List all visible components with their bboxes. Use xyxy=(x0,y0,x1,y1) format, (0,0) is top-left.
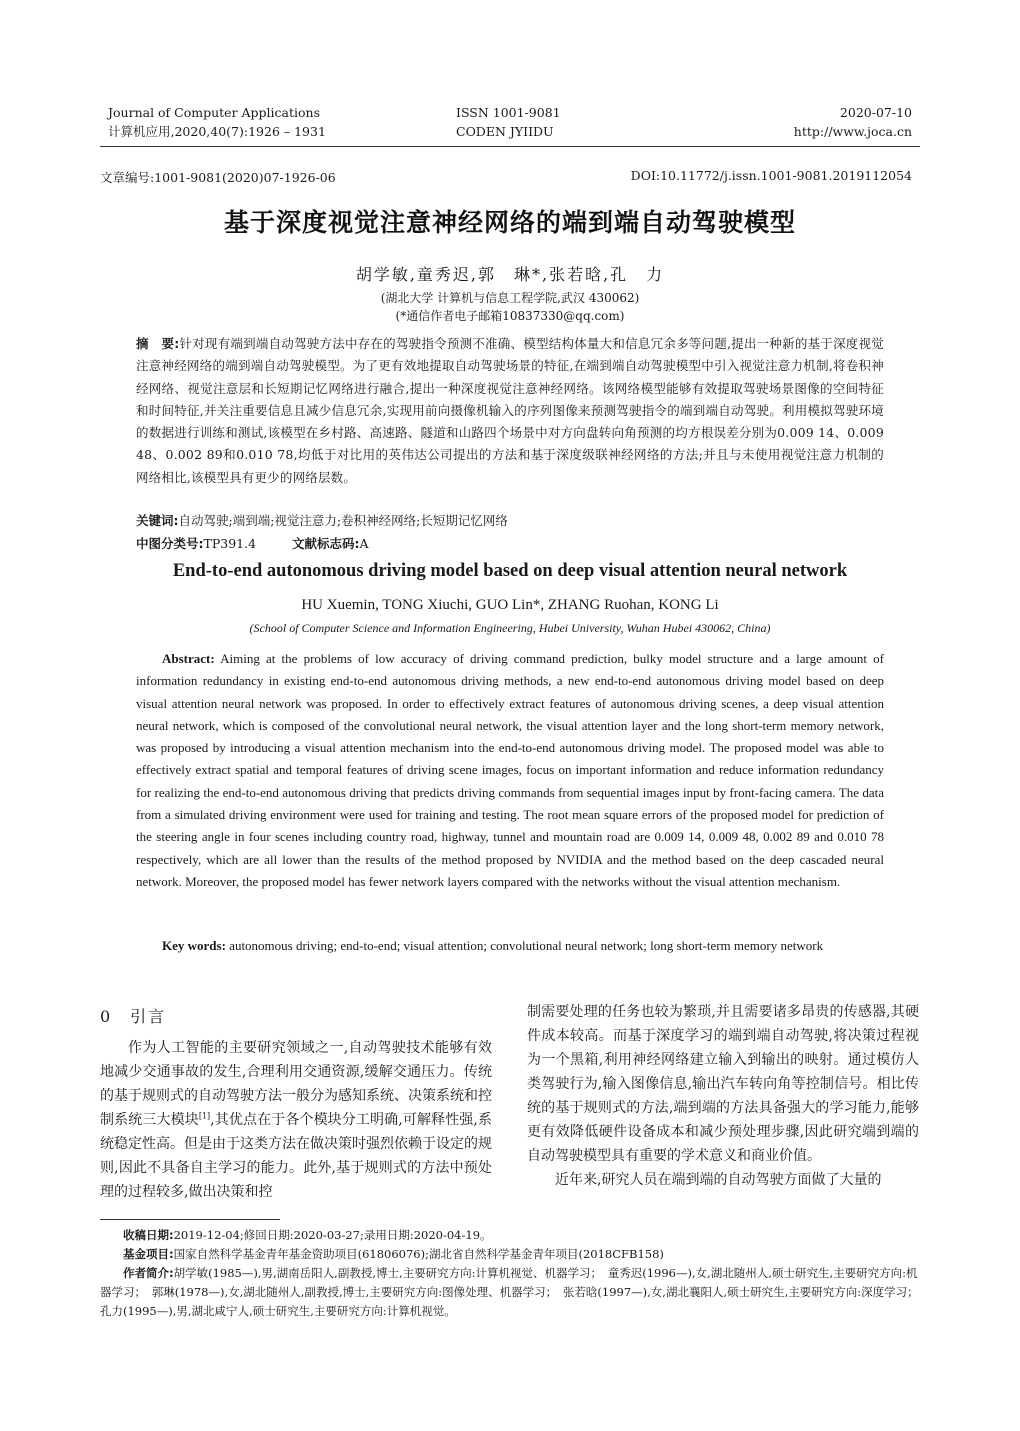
issn-info xyxy=(456,103,561,141)
article-number: 文章编号:1001-9081(2020)07-1926-06 xyxy=(100,170,336,185)
section-heading-intro: 0 引言 xyxy=(100,1007,167,1026)
doc-code-value: A xyxy=(359,536,369,551)
authors-cn: 胡学敏,童秀迟,郭 琳*,张若晗,孔 力 xyxy=(355,265,665,284)
intro-text-a: 作为人工智能的主要研究领域之一,自动驾驶技术能够有效地减少交通事故的发生,合理利用交通资源,缓解交通压力。传统的基于规则式的自动驾驶方法一般分为感知系统、决策系统和控制系统三大模块 xyxy=(100,1040,492,1128)
abstract-cn-label: 摘 要: xyxy=(136,336,180,351)
abstract-en-text: Aiming at the problems of low accuracy of driving command prediction, bulky model structure and a large amount of information redundancy in existing end-to-end autonomous driving methods, a new end-to-end autonomous driving model based on deep visual attention neural network was proposed. In order to effectively extract features of autonomous driving scenes, a deep visual attention neural network, which is composed of the convolutional neural network, the visual attention layer and the long short-term memory network, was proposed by introducing a visual attention mechanism into the end-to-end autonomous driving model. The proposed model was able to effectively extract spatial and temporal features of driving scene images, focus on important information and reduce information redundancy for realizing the end-to-end autonomous driving that predicts driving commands from sequential images input by front-facing camera. The data from a simulated driving environment were used for training and testing. The root mean square errors of the proposed model for prediction of the steering angle in four scenes including country road, highway, tunnel and mountain road are 0.009 14, 0.009 48, 0.002 89 and 0.010 78 respectively, which are all lower than the results of the method proposed by NVIDIA and the method based on the deep cascaded neural network. Moreover, the proposed model has fewer network layers compared with the networks without the visual attention mechanism. xyxy=(136,651,884,889)
journal-name-en: Journal of Computer Applications xyxy=(108,105,321,120)
affiliation-cn: (湖北大学 计算机与信息工程学院,武汉 430062) xyxy=(380,291,640,305)
citation-ref[interactable]: [1] xyxy=(198,1111,211,1121)
footnote-funding xyxy=(100,1245,920,1264)
clc-label: 中图分类号: xyxy=(136,536,204,551)
intro-paragraph-1 xyxy=(100,1036,492,1204)
bio-label: 作者简介: xyxy=(123,1266,174,1280)
keywords-cn-label: 关键词: xyxy=(136,513,179,528)
running-header xyxy=(108,103,912,143)
doi[interactable]: DOI:10.11772/j.issn.1001-9081.2019112054 xyxy=(630,168,912,183)
clc-value: TP391.4 xyxy=(203,536,257,551)
funding-text: 国家自然科学基金青年基金资助项目(61806076);湖北省自然科学基金青年项目(2018CFB158) xyxy=(173,1247,664,1261)
corresponding-email-cn: (*通信作者电子邮箱10837330@qq.com) xyxy=(395,309,625,323)
authors-en: HU Xuemin, TONG Xiuchi, GUO Lin*, ZHANG Ruohan, KONG Li xyxy=(301,597,719,613)
keywords-en-text: autonomous driving; end-to-end; visual attention; convolutional neural network; long short-term memory network xyxy=(229,938,824,953)
issn: ISSN 1001-9081 xyxy=(456,105,561,120)
footnotes xyxy=(100,1226,925,1321)
doc-code-label: 文献标志码: xyxy=(292,536,360,551)
dates-text: 2019-12-04;修回日期:2020-03-27;录用日期:2020-04-19。 xyxy=(173,1228,492,1242)
publish-date: 2020-07-10 xyxy=(839,105,912,120)
footnote-dates xyxy=(100,1226,920,1245)
abstract-en xyxy=(136,648,884,893)
keywords-en xyxy=(136,935,884,957)
journal-citation-cn: 计算机应用,2020,40(7):1926 – 1931 xyxy=(108,124,326,139)
intro-text-b: ,其优点在于各个模块分工明确,可解释性强,系统稳定性高。但是由于这类方法在做决策时强烈依赖于设定的规则,因此不具备自主学习的能力。此外,基于规则式的方法中预处理的过程较多,做出决策和控 xyxy=(100,1112,492,1200)
keywords-en-label: Key words: xyxy=(162,938,226,953)
footnote-divider xyxy=(100,1219,280,1220)
body-column-right xyxy=(527,1000,919,1192)
intro-paragraph-1-cont: 制需要处理的任务也较为繁琐,并且需要诸多昂贵的传感器,其硬件成本较高。而基于深度学习的端到端自动驾驶,将决策过程视为一个黑箱,利用神经网络建立输入到输出的映射。通过模仿人类驾驶行为,输入图像信息,输出汽车转向角等控制信号。相比传统的基于规则式的方法,端到端的方法具备强大的学习能力,能够更有效降低硬件设备成本和减少预处理步骤,因此研究端到端的自动驾驶模型具有重要的学术意义和商业价值。 xyxy=(527,1004,919,1164)
journal-info xyxy=(108,103,326,141)
intro-paragraph-2: 近年来,研究人员在端到端的自动驾驶方面做了大量的 xyxy=(555,1172,882,1188)
keywords-cn-text: 自动驾驶;端到端;视觉注意力;卷积神经网络;长短期记忆网络 xyxy=(178,513,508,528)
paper-title-en: End-to-end autonomous driving model based on deep visual attention neural network xyxy=(172,561,848,581)
funding-label: 基金项目: xyxy=(123,1247,174,1261)
bio-text: 胡学敏(1985—),男,湖南岳阳人,副教授,博士,主要研究方向:计算机视觉、机器学习； 童秀迟(1996—),女,湖北随州人,硕士研究生,主要研究方向:机器学习； 郭琳(1978—),女,湖北随州人,副教授,博士,主要研究方向:图像处理、机器学习； 张若晗(1997—),女,湖北襄阳人,硕士研究生,主要研究方向:深度学习； 孔力(1995—),男,湖北咸宁人,硕士研究生,主要研究方向:计算机视觉。 xyxy=(100,1266,925,1318)
keywords-cn xyxy=(136,511,884,529)
header-divider xyxy=(100,146,920,147)
paper-title-cn: 基于深度视觉注意神经网络的端到端自动驾驶模型 xyxy=(223,208,796,237)
classification-cn xyxy=(136,534,884,552)
body-column-left xyxy=(100,1036,492,1204)
abstract-cn-text: 针对现有端到端自动驾驶方法中存在的驾驶指令预测不准确、模型结构体量大和信息冗余多等问题,提出一种新的基于深度视觉注意神经网络的端到端自动驾驶模型。为了更有效地提取自动驾驶场景的特征,在端到端自动驾驶模型中引入视觉注意力机制,将卷积神经网络、视觉注意层和长短期记忆网络进行融合,提出一种深度视觉注意神经网络。该网络模型能够有效提取驾驶场景图像的空间特征和时间特征,并关注重要信息且减少信息冗余,实现用前向摄像机输入的序列图像来预测驾驶指令的端到端自动驾驶。利用模拟驾驶环境的数据进行训练和测试,该模型在乡村路、高速路、隧道和山路四个场景中对方向盘转向角预测的均方根误差分别为0.009 14、0.009 48、0.002 89和0.010 78,均低于对比用的英伟达公司提出的方法和基于深度级联神经网络的方法;并且与未使用视觉注意力机制的网络相比,该模型具有更少的网络层数。 xyxy=(136,336,884,485)
journal-url[interactable]: http://www.joca.cn xyxy=(793,124,912,139)
date-info xyxy=(794,103,912,141)
coden: CODEN JYIIDU xyxy=(456,124,554,139)
affiliation-en: (School of Computer Science and Information Engineering, Hubei University, Wuhan Hubei 430062, China) xyxy=(249,621,771,635)
footnote-bios xyxy=(100,1264,925,1321)
abstract-cn xyxy=(136,333,884,489)
abstract-en-label: Abstract: xyxy=(162,651,215,666)
dates-label: 收稿日期: xyxy=(123,1228,174,1242)
